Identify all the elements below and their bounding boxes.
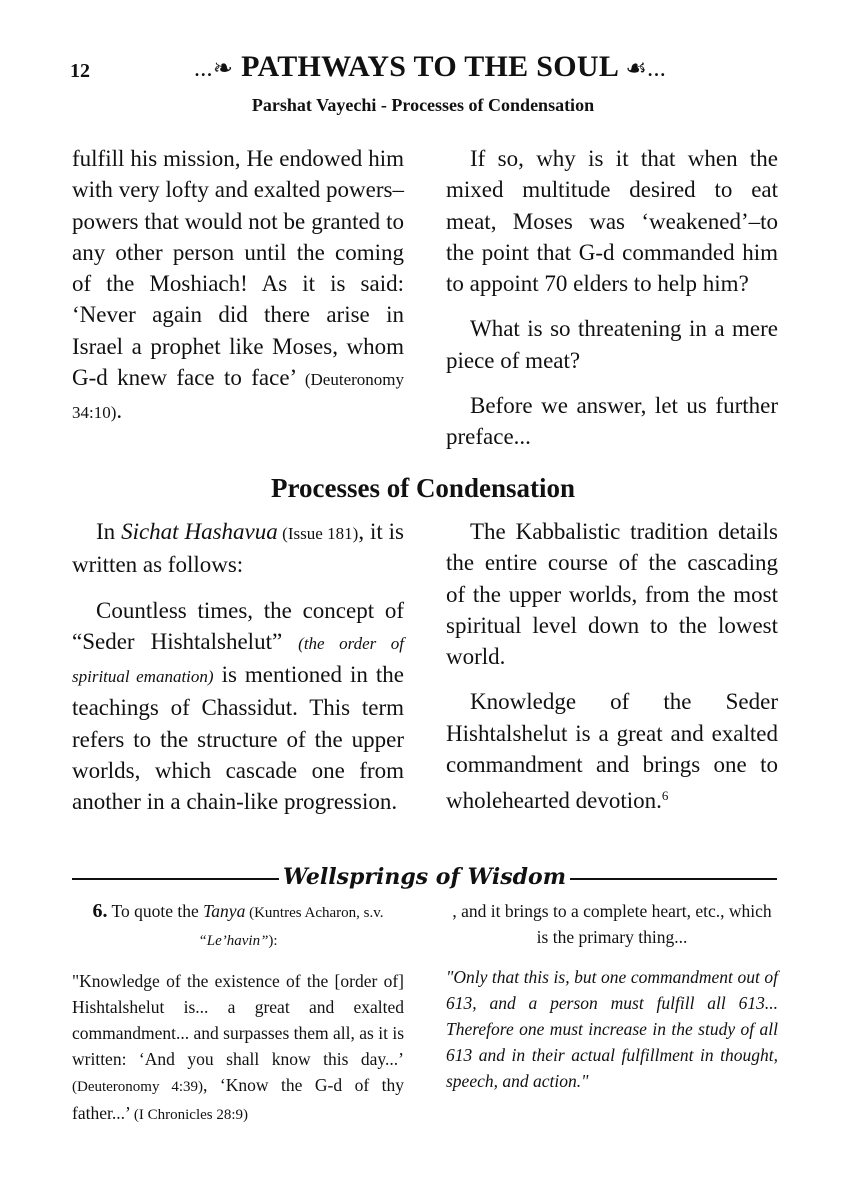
footnote-quote: "Only that this is, but one commandment out of 613, and a person must fulfill all 613... Therefore one must increase in the study of all 613 and in their actual fulfillment in thought, speech, and action."	[446, 967, 778, 1091]
text: , it is written as follows:	[72, 519, 405, 578]
section-left-column	[72, 516, 404, 832]
paragraph: What is so threatening in a mere piece of meat?	[446, 316, 778, 373]
paragraph	[72, 595, 404, 818]
running-title-text: PATHWAYS TO THE SOUL	[241, 50, 618, 83]
footnote-quote	[72, 968, 404, 1128]
citation: (I Chronicles 28:9)	[133, 1107, 249, 1123]
text: To quote the	[107, 901, 204, 921]
paragraph	[72, 516, 404, 581]
footnote-intro	[72, 898, 404, 954]
footnote-continuation: , and it brings to a complete heart, etc., which is the primary thing...	[452, 901, 772, 947]
text: In	[96, 519, 122, 544]
footnote-left-column	[72, 898, 404, 1142]
section-heading: Processes of Condensation	[270, 473, 575, 503]
paragraph	[72, 143, 404, 429]
publication-title: Sichat Hashavua	[121, 519, 278, 544]
text: , ‘Know the G-d of thy father...’	[72, 1075, 405, 1123]
page-number: 12	[70, 60, 90, 82]
text: Knowledge of the Seder Hishtalshelut is a great and exalted commandment and brings one to wholehearted devotion.	[446, 689, 778, 814]
citation: (Kuntres Acharon, s.v.	[245, 905, 384, 921]
paragraph: If so, why is it that when the mixed multitude desired to eat meat, Moses was ‘weakened’–to the point that G-d commanded him to appoint 70 elders to help him?	[446, 146, 778, 297]
footnote-number: 6.	[92, 900, 108, 922]
paragraph: Before we answer, let us further preface...	[446, 393, 778, 450]
text: fulfill his mission, He endowed him with very lofty and exalted powers–powers that would not be granted to any other person until the coming of the Moshiach! As it is said: ‘Never again did there arise in Israel a prophet like Moses, whom G-d knew face to face’	[72, 146, 404, 391]
citation: “Le’havin”	[198, 933, 269, 949]
citation: ):	[268, 933, 278, 949]
footnote-divider	[72, 864, 777, 894]
footnote-ref[interactable]: 6	[661, 788, 669, 804]
ornament-left-icon: ...❧	[193, 56, 234, 82]
citation: (Deuteronomy 34:10)	[72, 370, 404, 423]
text: Countless times, the concept of “Seder Hishtalshelut”	[72, 597, 404, 654]
top-left-column	[72, 143, 404, 443]
text: .	[116, 398, 123, 424]
running-title	[130, 50, 730, 84]
page-subtitle: Parshat Vayechi - Processes of Condensation	[251, 95, 595, 115]
book-title: Tanya	[203, 901, 246, 921]
citation: (Issue 181)	[277, 524, 359, 543]
text: "Knowledge of the existence of the [order of] Hishtalshelut is... a great and exalted commandment... and surpasses them all, as it is written: ‘And you shall know this day...’	[72, 971, 404, 1069]
paragraph	[446, 686, 778, 816]
translation: (the order of spiritual emanation)	[72, 633, 404, 687]
divider-label: Wellsprings of Wisdom	[279, 864, 570, 890]
paragraph: The Kabbalistic tradition details the entire course of the cascading of the upper worlds, from the most spiritual level down to the lowest world.	[446, 519, 778, 670]
citation: (Deuteronomy 4:39)	[72, 1079, 204, 1095]
ornament-right-icon: ☙...	[625, 56, 667, 82]
text: is mentioned in the teachings of Chassidut. This term refers to the structure of the upper worlds, which cascade one from another in a chain-like progression.	[72, 662, 404, 815]
top-right-column	[446, 143, 778, 467]
section-right-column	[446, 516, 778, 831]
footnote-right-column	[446, 898, 778, 1108]
